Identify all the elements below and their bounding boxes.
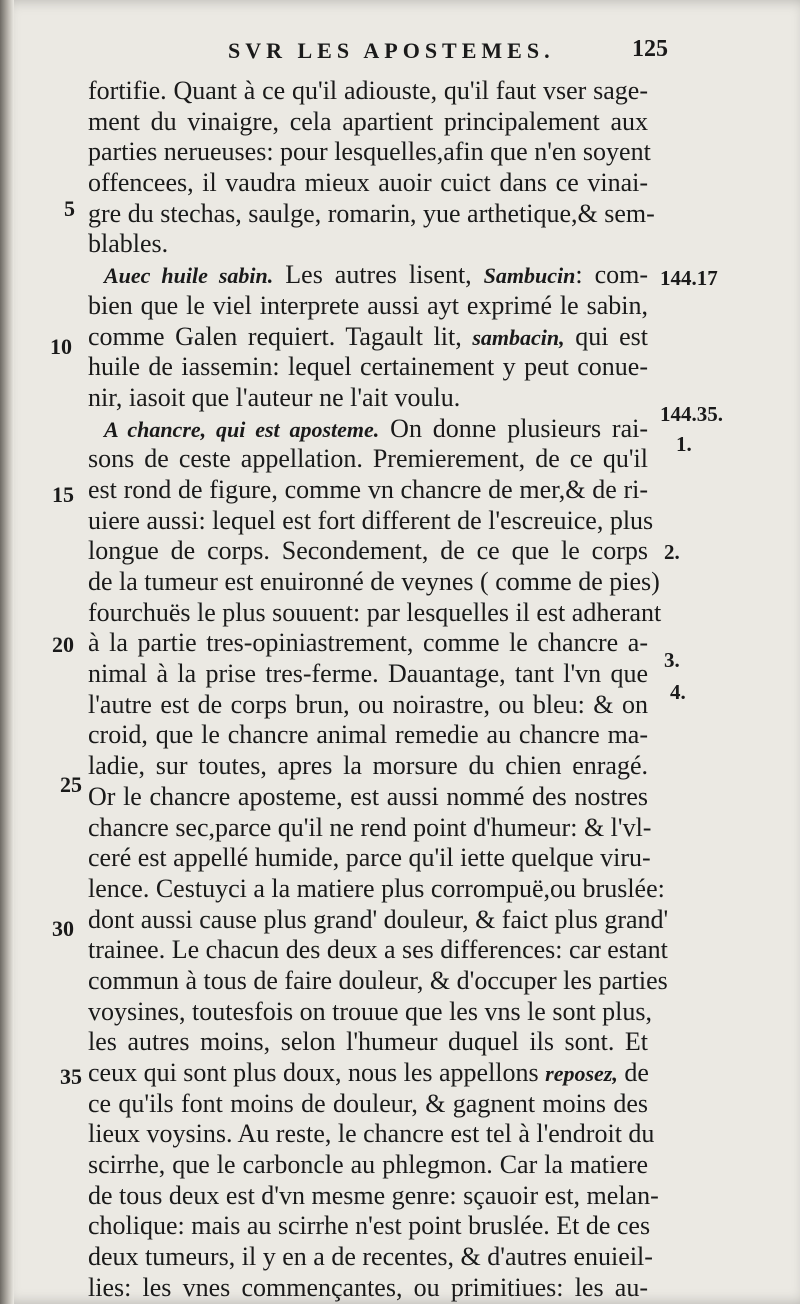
text-line: commun à tous de faire douleur, & d'occuper les parties bbox=[88, 965, 668, 995]
text-line: offencees, il vaudra mieux auoir cuict dans ce vinai- bbox=[88, 168, 648, 198]
text-line: scirrhe, que le carboncle au phlegmon. Car la matiere bbox=[88, 1150, 648, 1180]
line-number: 15 bbox=[52, 482, 74, 507]
text-line bbox=[88, 322, 648, 353]
text-line: nimal à la prise tres-ferme. Dauantage, tant l'vn que bbox=[88, 659, 648, 689]
text-segment: : com- bbox=[575, 260, 649, 290]
text-line: de la tumeur est enuironné de veynes ( comme de pies) bbox=[88, 567, 660, 596]
text-segment: On donne plusieurs rai- bbox=[390, 413, 649, 443]
text-line: ladie, sur toutes, apres la morsure du chien enragé. bbox=[88, 751, 648, 781]
margin-reference: 1. bbox=[676, 432, 692, 456]
text-line: longue de corps. Secondement, de ce que le corps bbox=[88, 536, 648, 566]
text-line: à la partie tres-opiniastrement, comme le chancre a- bbox=[88, 628, 648, 658]
text-line: fortifie. Quant à ce qu'il adiouste, qu'il faut vser sage- bbox=[88, 76, 648, 105]
page-gutter-shadow bbox=[0, 0, 14, 1304]
page-header bbox=[0, 38, 800, 74]
margin-reference: 144.17 bbox=[660, 266, 718, 290]
line-number: 30 bbox=[52, 916, 74, 941]
text-line: Or le chancre aposteme, est aussi nommé des nostres bbox=[88, 781, 648, 811]
margin-reference: 2. bbox=[664, 540, 680, 564]
line-number: 25 bbox=[60, 772, 82, 797]
body-text bbox=[88, 76, 669, 1304]
line-number: 10 bbox=[50, 334, 72, 359]
text-line: sons de ceste appellation. Premierement, de ce qu'il bbox=[88, 444, 648, 474]
italic-term: sambacin, bbox=[472, 324, 565, 350]
text-line: dont aussi cause plus grand' douleur, & faict plus grand' bbox=[88, 904, 669, 934]
text-line: voysines, toutesfois on trouue que les vns le sont plus, bbox=[88, 996, 653, 1026]
lemma-heading: Auec huile sabin. bbox=[104, 263, 274, 289]
line-number: 20 bbox=[52, 632, 74, 657]
margin-reference: 144.35. bbox=[660, 402, 723, 426]
text-line: nir, iasoit que l'auteur ne l'ait voulu. bbox=[88, 382, 461, 412]
text-line: parties nerueuses: pour lesquelles,afin que n'en soyent bbox=[88, 137, 651, 167]
text-line: lence. Cestuyci a la matiere plus corrompuë,ou bruslée: bbox=[88, 873, 665, 903]
running-head: SVR LES APOSTEMES. bbox=[228, 38, 555, 63]
text-line: gre du stechas, saulge, romarin, yue arthetique,& sem- bbox=[88, 198, 655, 228]
page-number: 125 bbox=[632, 36, 668, 62]
text-line: trainee. Le chacun des deux a ses differences: car estant bbox=[88, 935, 668, 965]
text-line: chancre sec,parce qu'il ne rend point d'humeur: & l'vl- bbox=[88, 812, 652, 842]
text-line: de tous deux est d'vn mesme genre: sçauoir est, melan- bbox=[88, 1180, 659, 1210]
margin-reference: 4. bbox=[670, 680, 686, 704]
text-segment: Les autres lisent, bbox=[285, 260, 484, 290]
text-line: les autres moins, selon l'humeur duquel ils sont. Et bbox=[88, 1027, 648, 1057]
text-line: lies: les vnes commençantes, ou primitiues: les au- bbox=[88, 1272, 648, 1302]
text-line: est rond de figure, comme vn chancre de mer,& de ri- bbox=[88, 474, 648, 504]
text-segment: comme Galen requiert. Tagault lit, bbox=[88, 321, 473, 351]
line-number: 5 bbox=[64, 196, 75, 221]
text-line: croid, que le chancre animal remedie au chancre ma- bbox=[88, 720, 648, 750]
text-line: ment du vinaigre, cela apartient principalement aux bbox=[88, 106, 648, 136]
text-line bbox=[88, 260, 648, 291]
lemma-heading: A chancre, qui est aposteme. bbox=[104, 416, 380, 442]
margin-reference: 3. bbox=[664, 648, 680, 672]
italic-term: reposez, bbox=[545, 1061, 618, 1086]
text-line: fourchuës le plus souuent: par lesquelles il est adherant bbox=[88, 597, 662, 627]
text-line bbox=[88, 1058, 648, 1089]
text-line bbox=[88, 414, 648, 445]
text-segment: de bbox=[617, 1058, 649, 1087]
text-line: uiere aussi: lequel est fort different de l'escreuice, plus bbox=[88, 505, 654, 535]
text-line: blables. bbox=[88, 229, 169, 259]
text-line: deux tumeurs, il y en a de recentes, & d'autres enuieil- bbox=[88, 1242, 653, 1272]
italic-term: Sambucin bbox=[483, 263, 576, 289]
text-line: cholique: mais au scirrhe n'est point bruslée. Et de ces bbox=[88, 1211, 651, 1241]
text-segment: qui est bbox=[564, 321, 649, 351]
text-line: ce qu'ils font moins de douleur, & gagnent moins des bbox=[88, 1088, 648, 1118]
text-line: huile de iassemin: lequel certainement y peut conue- bbox=[88, 352, 648, 382]
text-line: l'autre est de corps brun, ou noirastre, ou bleu: & on bbox=[88, 689, 648, 719]
text-line: ceré est appellé humide, parce qu'il iette quelque viru- bbox=[88, 843, 651, 873]
text-line: bien que le viel interprete aussi ayt exprimé le sabin, bbox=[88, 290, 648, 320]
text-line: lieux voysins. Au reste, le chancre est tel à l'endroit du bbox=[88, 1119, 655, 1149]
text-segment: ceux qui sont plus doux, nous les appellons bbox=[88, 1058, 546, 1087]
line-number: 35 bbox=[60, 1064, 82, 1089]
